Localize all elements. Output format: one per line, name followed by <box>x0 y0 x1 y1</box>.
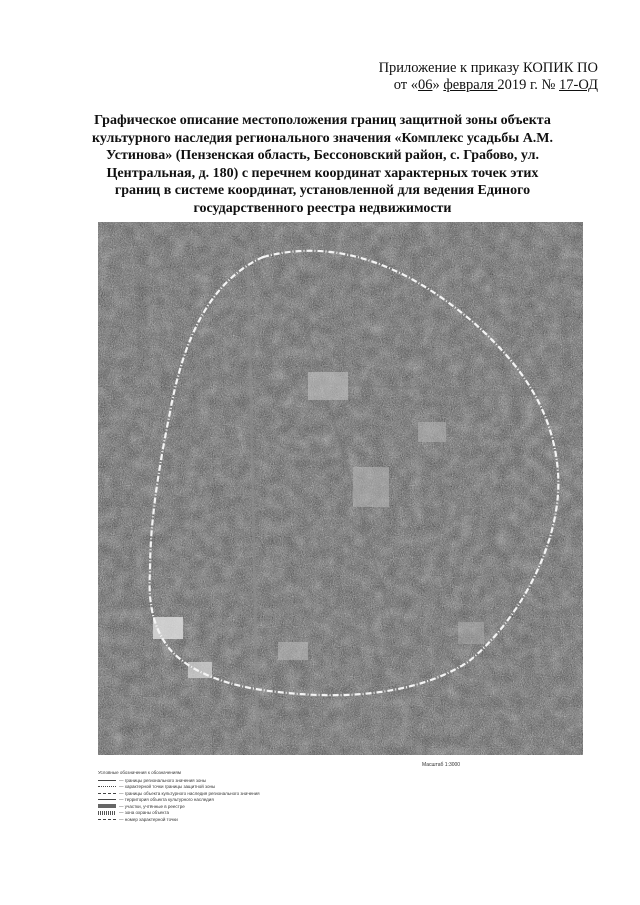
legend-label: — территория объекта культурного наследия <box>119 797 214 803</box>
legend-label: — зона охраны объекта <box>119 810 169 816</box>
legend-symbol <box>98 811 116 815</box>
map-scale: Масштаб 1:3000 <box>422 762 461 768</box>
legend-item <box>98 816 358 823</box>
appendix-line-2 <box>379 77 598 94</box>
appendix-number: 17-ОД <box>559 77 598 93</box>
legend-label: — номер характерной точки <box>119 816 178 822</box>
legend-symbol <box>98 817 116 821</box>
appendix-line-1: Приложение к приказу КОПИК ПО <box>378 60 598 76</box>
date-prefix: от « <box>393 77 418 93</box>
appendix-month: февраля <box>443 77 498 93</box>
legend-symbol <box>98 791 116 795</box>
legend-symbol <box>98 804 116 808</box>
legend-label: — характерной точки границы защитной зоны <box>119 784 216 790</box>
legend-label: — границы объекта культурного наследия регионального значения <box>119 790 260 796</box>
date-year: 2019 г. № <box>497 77 560 93</box>
legend-rows <box>98 777 358 823</box>
appendix-day: 06 <box>417 77 433 93</box>
document-title: Графическое описание местоположения границ защитной зоны объекта культурного наследия регионального значения «Комплекс усадьбы А.М. Устинова» (Пензенская область, Бессоновский район, с. Грабово, ул. Центральная, д. 180) с перечнем координат характерных точек этих границ в системе координат, установленной для ведения Единого государственного реестра недвижимости <box>91 113 554 216</box>
legend-label: — границы регионального значения зоны <box>119 777 207 783</box>
legend-label: — участки, учтённые в реестре <box>119 803 185 809</box>
map-image <box>98 222 583 755</box>
date-mid: » <box>432 77 444 93</box>
map-legend <box>98 770 358 823</box>
satellite-map <box>98 222 583 755</box>
appendix-header <box>379 60 598 94</box>
legend-symbol <box>98 778 116 782</box>
legend-title: Условные обозначения к обозначениям <box>98 770 181 775</box>
legend-symbol <box>98 798 116 802</box>
legend-symbol <box>98 785 116 789</box>
